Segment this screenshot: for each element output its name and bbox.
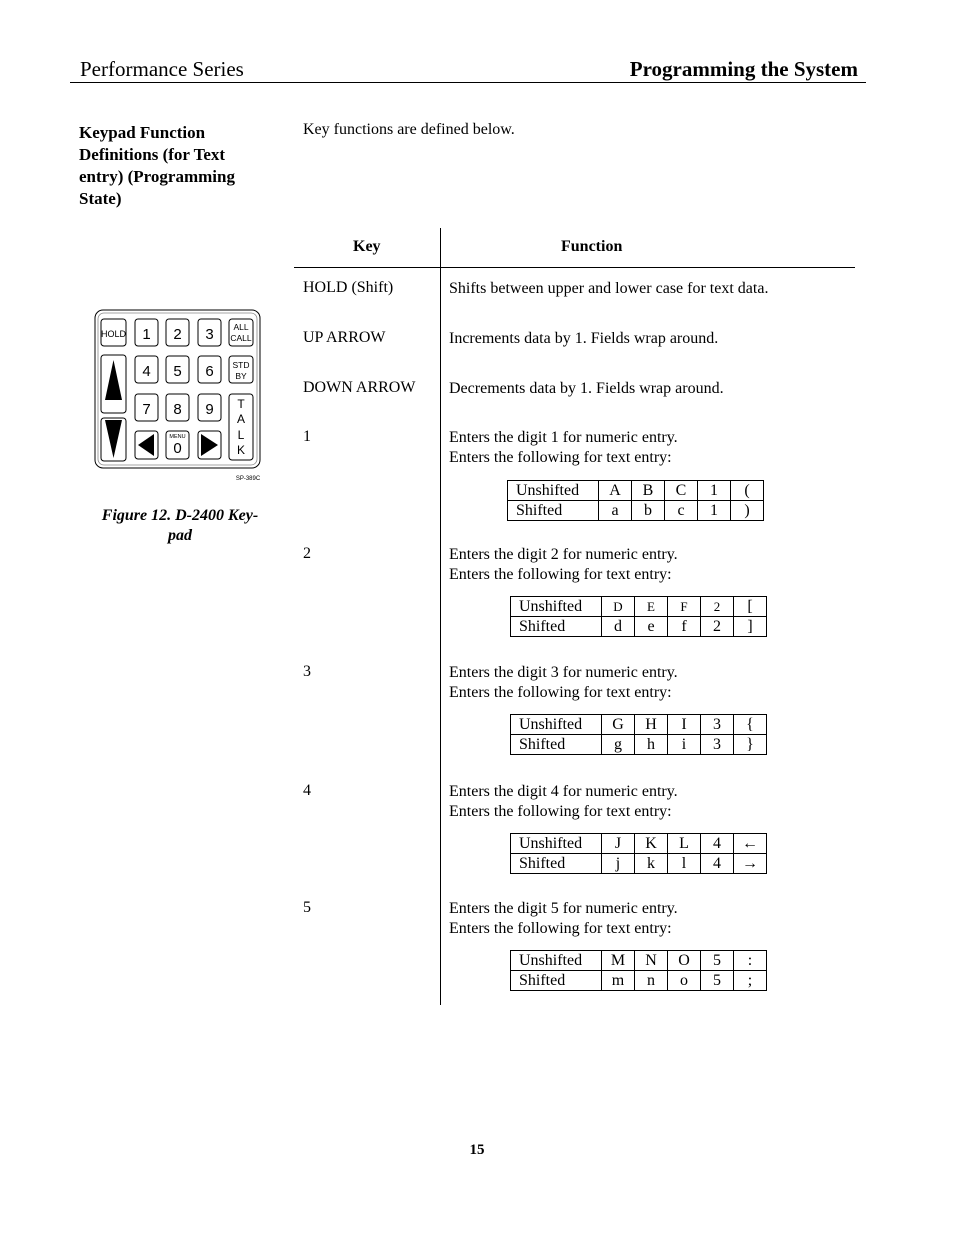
hold-key <box>101 319 127 346</box>
char-table-5 <box>510 950 767 991</box>
table-header-rule <box>294 267 855 268</box>
char-row-unshifted <box>511 715 767 735</box>
digit-key-8 <box>166 394 189 421</box>
char-row-shifted <box>511 617 767 637</box>
char-cell: N <box>635 951 668 971</box>
digit-key-label: 5 <box>173 363 182 380</box>
char-cell: ← <box>734 834 767 854</box>
char-cell: a <box>599 501 632 521</box>
function-line: Enters the digit 5 for numeric entry. <box>449 900 678 917</box>
key-label-up-arrow: UP ARROW <box>303 329 386 346</box>
figure-caption-line: pad <box>168 527 192 544</box>
char-cell: { <box>734 715 767 735</box>
digit-key-6 <box>198 356 221 383</box>
char-cell: 1 <box>698 481 731 501</box>
intro-text: Key functions are defined below. <box>303 121 515 138</box>
digit-key-label: 0 <box>173 440 182 457</box>
char-cell: ( <box>731 481 764 501</box>
digit-key-label: 7 <box>142 401 151 418</box>
function-text <box>449 663 678 703</box>
char-label: Shifted <box>511 617 602 637</box>
function-text <box>449 279 768 299</box>
char-table-2 <box>510 596 767 637</box>
char-cell: d <box>602 617 635 637</box>
char-cell: 2 <box>701 597 734 617</box>
column-header-key: Key <box>353 238 381 255</box>
function-line: Enters the following for text entry: <box>449 449 672 466</box>
char-table-4 <box>510 833 767 874</box>
std-by-label: BY <box>235 371 247 381</box>
char-cell: n <box>635 971 668 991</box>
digit-key-label: 4 <box>142 363 151 380</box>
key-label-3: 3 <box>303 663 311 680</box>
digit-key-9 <box>198 394 221 421</box>
char-row-unshifted <box>511 951 767 971</box>
function-text <box>449 329 718 349</box>
header-rule <box>70 82 866 83</box>
digit-key-2 <box>166 319 189 346</box>
menu-zero-key <box>166 431 189 459</box>
digit-key-1 <box>135 319 158 346</box>
talk-key <box>229 394 253 460</box>
char-cell: e <box>635 617 668 637</box>
menu-label: MENU <box>169 434 186 440</box>
function-line: Enters the following for text entry: <box>449 566 672 583</box>
char-cell: ] <box>734 617 767 637</box>
running-header-right: Programming the System <box>629 57 858 81</box>
function-line: Enters the digit 3 for numeric entry. <box>449 664 678 681</box>
function-line: Shifts between upper and lower case for text data. <box>449 280 769 297</box>
char-cell: G <box>602 715 635 735</box>
char-table-3 <box>510 714 767 755</box>
char-table-1 <box>507 480 764 521</box>
key-label-1: 1 <box>303 428 311 445</box>
char-cell: L <box>668 834 701 854</box>
key-label-2: 2 <box>303 545 311 562</box>
char-cell: b <box>632 501 665 521</box>
function-line: Enters the following for text entry: <box>449 920 672 937</box>
key-label-down-arrow: DOWN ARROW <box>303 379 416 396</box>
all-call-label: CALL <box>230 333 252 343</box>
page-number: 15 <box>469 1142 485 1158</box>
char-cell: h <box>635 735 668 755</box>
function-line: Increments data by 1. Fields wrap around. <box>449 330 719 347</box>
section-heading-line: entry) (Programming <box>79 167 235 186</box>
function-text <box>449 899 678 939</box>
digit-key-label: 9 <box>205 401 214 418</box>
char-cell: B <box>632 481 665 501</box>
talk-label: L <box>237 428 245 442</box>
char-cell: j <box>602 854 635 874</box>
up-arrow-key <box>101 355 126 413</box>
char-cell: H <box>635 715 668 735</box>
digit-key-label: 2 <box>173 326 182 343</box>
key-label-hold: HOLD (Shift) <box>303 279 394 296</box>
std-by-label: STD <box>232 360 250 370</box>
key-label-4: 4 <box>303 782 311 799</box>
section-heading-line: Definitions (for Text <box>79 145 226 164</box>
function-text <box>449 379 724 399</box>
char-cell: 3 <box>701 715 734 735</box>
char-cell: } <box>734 735 767 755</box>
function-line: Enters the following for text entry: <box>449 803 672 820</box>
function-line: Enters the following for text entry: <box>449 684 672 701</box>
left-arrow-key <box>135 431 158 459</box>
keypad-illustration <box>92 308 264 484</box>
digit-key-label: 1 <box>142 326 151 343</box>
char-cell: C <box>665 481 698 501</box>
char-cell: m <box>602 971 635 991</box>
down-arrow-key <box>101 418 126 461</box>
char-row-unshifted <box>511 597 767 617</box>
all-call-key <box>229 319 253 346</box>
char-cell: 3 <box>701 735 734 755</box>
digit-key-label: 6 <box>205 363 214 380</box>
char-row-shifted <box>511 735 767 755</box>
function-line: Enters the digit 1 for numeric entry. <box>449 429 678 446</box>
function-line: Decrements data by 1. Fields wrap around. <box>449 380 724 397</box>
function-line: Enters the digit 2 for numeric entry. <box>449 546 678 563</box>
digit-key-5 <box>166 356 189 383</box>
char-cell: l <box>668 854 701 874</box>
char-cell: D <box>602 597 635 617</box>
hold-key-label: HOLD <box>100 329 127 339</box>
char-cell: : <box>734 951 767 971</box>
char-cell: 4 <box>701 854 734 874</box>
figure-caption-line: Figure 12. D-2400 Key- <box>101 507 259 524</box>
digit-key-3 <box>198 319 221 346</box>
digit-key-4 <box>135 356 158 383</box>
running-header-left: Performance Series <box>80 57 244 81</box>
section-heading <box>79 122 279 210</box>
function-text <box>449 428 678 468</box>
table-column-divider <box>440 228 441 1005</box>
char-cell: 5 <box>701 951 734 971</box>
char-row-unshifted <box>511 834 767 854</box>
char-cell: ) <box>731 501 764 521</box>
key-label-5: 5 <box>303 899 311 916</box>
char-cell: E <box>635 597 668 617</box>
char-cell: I <box>668 715 701 735</box>
char-label: Shifted <box>511 971 602 991</box>
char-cell: → <box>734 854 767 874</box>
char-cell: 4 <box>701 834 734 854</box>
digit-key-7 <box>135 394 158 421</box>
char-cell: A <box>599 481 632 501</box>
char-row-unshifted <box>508 481 764 501</box>
char-label: Unshifted <box>511 597 602 617</box>
char-cell: i <box>668 735 701 755</box>
char-label: Shifted <box>511 735 602 755</box>
right-arrow-key <box>198 431 221 459</box>
char-label: Unshifted <box>508 481 599 501</box>
std-by-key <box>229 356 253 383</box>
char-cell: F <box>668 597 701 617</box>
function-text <box>449 545 678 585</box>
char-cell: o <box>668 971 701 991</box>
all-call-label: ALL <box>233 322 249 332</box>
char-cell: ; <box>734 971 767 991</box>
section-heading-line: Keypad Function <box>79 123 206 142</box>
char-cell: 2 <box>701 617 734 637</box>
function-text <box>449 782 678 822</box>
char-cell: f <box>668 617 701 637</box>
figure-code: SP-389C <box>235 476 261 482</box>
char-cell: O <box>668 951 701 971</box>
digit-key-label: 8 <box>173 401 182 418</box>
char-label: Shifted <box>511 854 602 874</box>
char-cell: c <box>665 501 698 521</box>
char-label: Unshifted <box>511 834 602 854</box>
char-label: Unshifted <box>511 951 602 971</box>
talk-label: T <box>237 397 245 411</box>
function-line: Enters the digit 4 for numeric entry. <box>449 783 678 800</box>
char-cell: M <box>602 951 635 971</box>
char-cell: [ <box>734 597 767 617</box>
char-cell: k <box>635 854 668 874</box>
char-cell: J <box>602 834 635 854</box>
figure-caption <box>85 506 275 546</box>
talk-label: A <box>236 412 246 426</box>
char-label: Shifted <box>508 501 599 521</box>
column-header-function: Function <box>561 238 623 255</box>
char-label: Unshifted <box>511 715 602 735</box>
char-row-shifted <box>511 854 767 874</box>
digit-key-label: 3 <box>205 326 214 343</box>
section-heading-line: State) <box>79 189 122 208</box>
char-cell: g <box>602 735 635 755</box>
char-row-shifted <box>508 501 764 521</box>
char-cell: 5 <box>701 971 734 991</box>
char-row-shifted <box>511 971 767 991</box>
talk-label: K <box>236 443 246 457</box>
char-cell: 1 <box>698 501 731 521</box>
char-cell: K <box>635 834 668 854</box>
